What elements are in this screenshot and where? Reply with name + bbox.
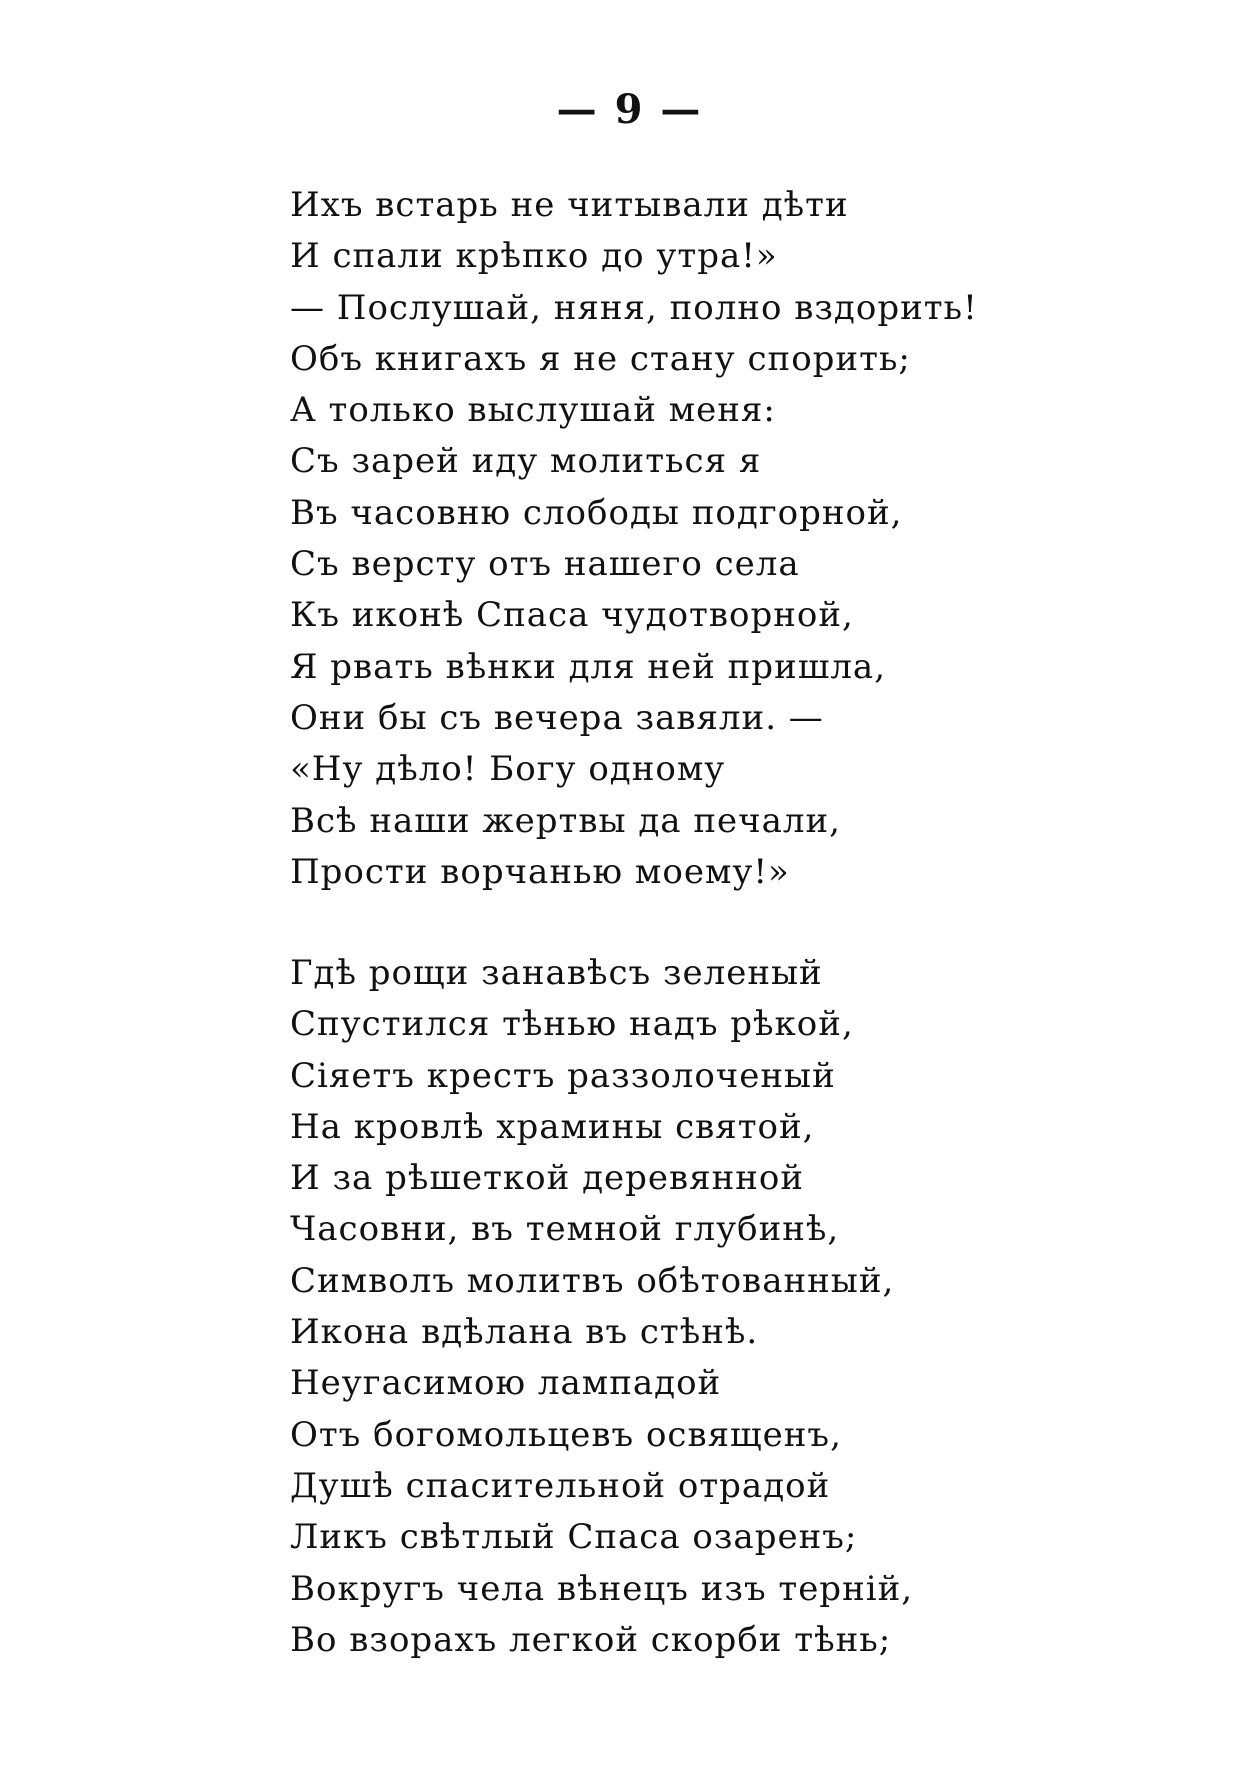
poem-line: Сіяетъ крестъ раззолоченый xyxy=(290,1055,836,1096)
poem-line: Объ книгахъ я не стану спорить; xyxy=(290,338,911,379)
poem-line: Душѣ спасительной отрадой xyxy=(290,1465,831,1506)
poem-line: Часовни, въ темной глубинѣ, xyxy=(290,1209,840,1250)
poem-line: Они бы съ вечера завяли. — xyxy=(290,697,824,738)
poem-line: Съ зарей иду молиться я xyxy=(290,441,762,482)
poem-line: Во взорахъ легкой скорби тѣнь; xyxy=(290,1619,892,1660)
poem-line: И за рѣшеткой деревянной xyxy=(290,1158,805,1199)
poem-line: На кровлѣ храмины святой, xyxy=(290,1106,815,1147)
poem-line: Гдѣ рощи занавѣсъ зеленый xyxy=(290,953,823,993)
poem-line: Неугасимою лампадой xyxy=(290,1363,722,1404)
poem-line: Символъ молитвъ обѣтованный, xyxy=(290,1260,895,1301)
poem-line: Прости ворчанью моему!» xyxy=(290,851,790,892)
poem-line: Спустился тѣнью надъ рѣкой, xyxy=(290,1004,854,1045)
poem-line: «Ну дѣло! Богу одному xyxy=(290,749,726,790)
stanza-2 xyxy=(290,948,1190,1666)
poem-line: Ихъ встарь не читывали дѣти xyxy=(290,185,849,225)
poem-line: Я рвать вѣнки для ней пришла, xyxy=(290,646,887,687)
poem-line: Отъ богомольцевъ освященъ, xyxy=(290,1414,842,1455)
page-number: — 9 — xyxy=(556,86,703,133)
poem-line: Вокругъ чела вѣнецъ изъ терній, xyxy=(290,1568,914,1609)
poem-line: Въ часовню слободы подгорной, xyxy=(290,492,903,533)
poem-line: Всѣ наши жертвы да печали, xyxy=(290,800,841,841)
poem-line: А только выслушай меня: xyxy=(290,390,776,431)
poem-line: Икона вдѣлана въ стѣнѣ. xyxy=(290,1312,759,1353)
poem-line: — Послушай, няня, полно вздорить! xyxy=(290,287,978,328)
poem-line: Съ версту отъ нашего села xyxy=(290,544,800,585)
poem-line: Ликъ свѣтлый Спаса озаренъ; xyxy=(290,1517,858,1558)
poem-line: И спали крѣпко до утра!» xyxy=(290,236,778,277)
stanza-1 xyxy=(290,180,1190,898)
poem-line: Къ иконѣ Спаса чудотворной, xyxy=(290,595,854,636)
